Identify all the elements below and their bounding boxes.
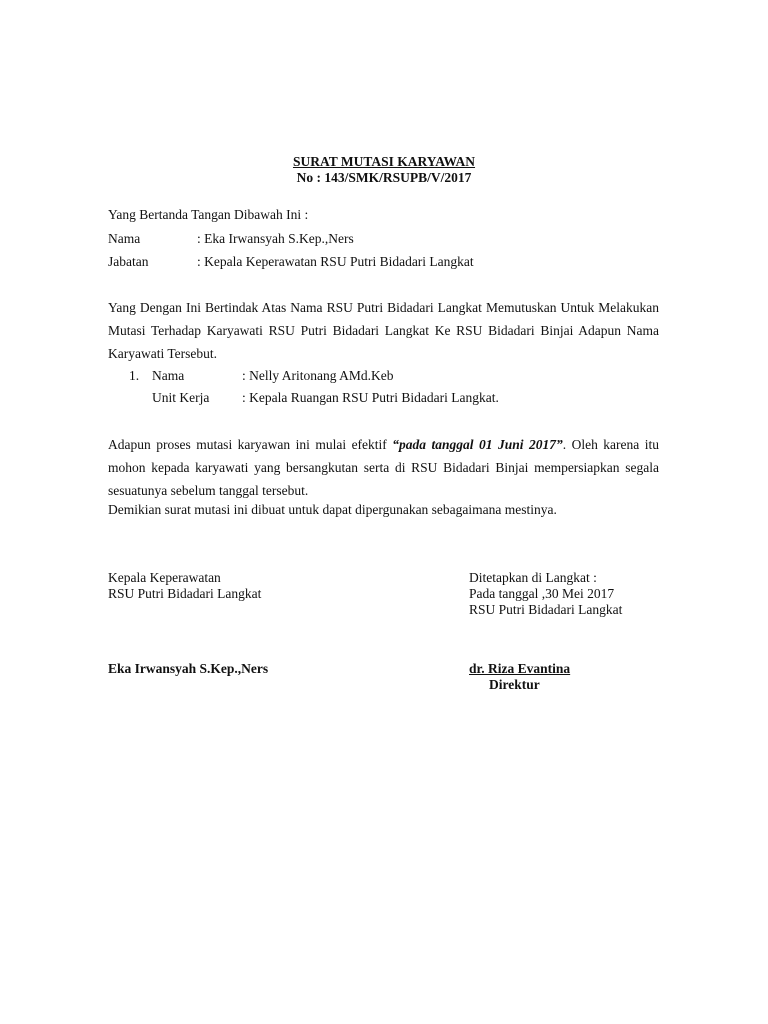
right-signature-name: dr. Riza Evantina (469, 661, 571, 676)
closing-sentence: Demikian surat mutasi ini dibuat untuk dapat dipergunakan sebagaimana mestinya. (108, 502, 557, 517)
right-block-line1: Ditetapkan di Langkat : (469, 570, 597, 585)
letter-number: No : 143/SMK/RSUPB/V/2017 (296, 170, 472, 185)
left-block-line2: RSU Putri Bidadari Langkat (108, 586, 262, 601)
decision-paragraph: Yang Dengan Ini Bertindak Atas Nama RSU Putri Bidadari Langkat Memutuskan Untuk Melakukan Mutasi Terhadap Karyawati RSU Putri Bidadari Langkat Ke RSU Bidadari Binjai Adapun Nama Karyawati Tersebut. (108, 300, 659, 361)
right-block-line3: RSU Putri Bidadari Langkat (469, 602, 623, 617)
left-signature-name: Eka Irwansyah S.Kep.,Ners (108, 661, 269, 676)
effective-before: Adapun proses mutasi karyawan ini mulai efektif (108, 437, 393, 452)
employee-unit-value: : Kepala Ruangan RSU Putri Bidadari Langkat. (242, 390, 499, 405)
effective-after: . Oleh karena itu mohon kepada karyawati yang bersangkutan serta di RSU Bidadari Binjai mempersiapkan segala sesuatunya sebelum tanggal tersebut. (108, 437, 659, 498)
effective-date-emphasis: “pada tanggal 01 Juni 2017” (392, 437, 563, 452)
intro-text: Yang Bertanda Tangan Dibawah Ini : (108, 207, 309, 222)
signer-name-label: Nama (108, 231, 141, 246)
right-signature-title: Direktur (489, 677, 540, 692)
employee-name-value: : Nelly Aritonang AMd.Keb (242, 368, 394, 383)
signer-position-value: : Kepala Keperawatan RSU Putri Bidadari Langkat (197, 254, 474, 269)
signer-name-value: : Eka Irwansyah S.Kep.,Ners (197, 231, 354, 246)
effective-paragraph (108, 433, 659, 502)
employee-name-label: Nama (152, 368, 185, 383)
employee-unit-label: Unit Kerja (152, 390, 210, 405)
signer-position-label: Jabatan (108, 254, 149, 269)
employee-number: 1. (129, 368, 140, 383)
right-block-line2: Pada tanggal ,30 Mei 2017 (469, 586, 615, 601)
letter-title-text: SURAT MUTASI KARYAWAN (292, 154, 476, 169)
left-block-line1: Kepala Keperawatan (108, 570, 221, 585)
